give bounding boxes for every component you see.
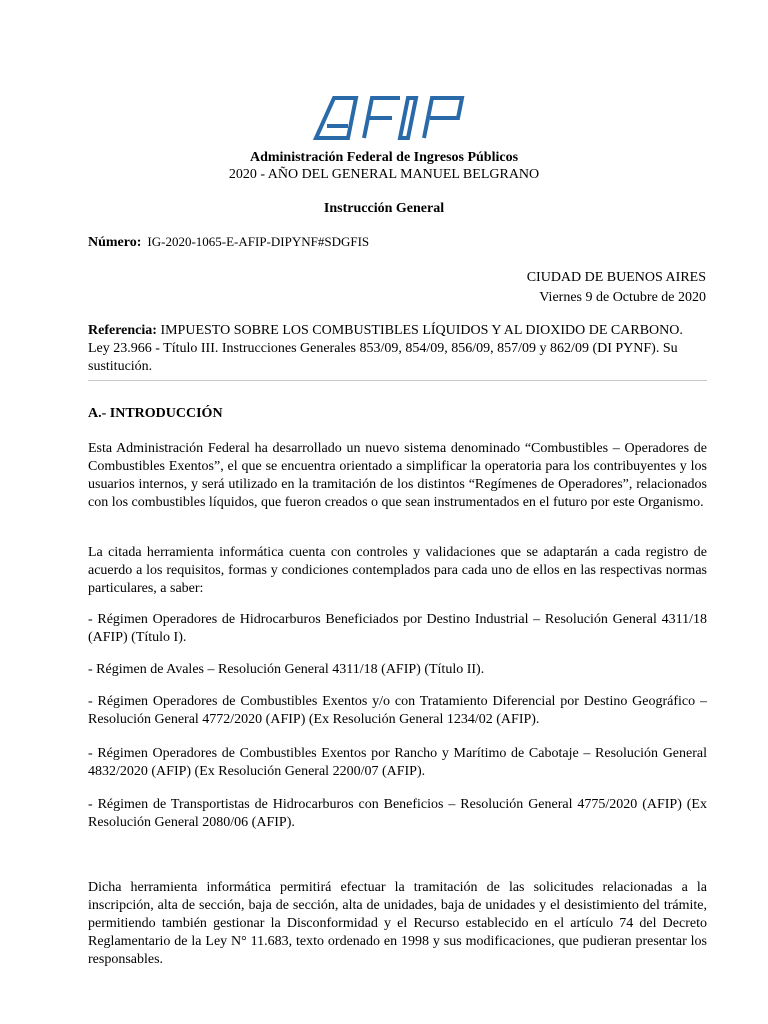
- intro-paragraph-2: La citada herramienta informática cuenta con controles y validaciones que se adaptarán a cada registro de acuerdo a los requisitos, formas y condiciones contemplados para cada uno de ellos en las respectivas normas particulares, a saber:: [88, 545, 707, 596]
- reference-text: IMPUESTO SOBRE LOS COMBUSTIBLES LÍQUIDOS Y AL DIOXIDO DE CARBONO. Ley 23.966 - Título III. Instrucciones Generales 853/09, 854/09, 856/09, 857/09 y 862/09 (DI PYNF). Su sustitución.: [88, 323, 683, 374]
- reference-label: Referencia:: [88, 323, 157, 338]
- date: Viernes 9 de Octubre de 2020: [539, 290, 706, 305]
- regime-item: - Régimen Operadores de Combustibles Exentos por Rancho y Marítimo de Cabotaje – Resolución General 4832/2020 (AFIP) (Ex Resolución General 2200/07 (AFIP).: [88, 746, 707, 779]
- regime-item: - Régimen de Avales – Resolución General 4311/18 (AFIP) (Título II).: [88, 662, 485, 677]
- year-motto: 2020 - AÑO DEL GENERAL MANUEL BELGRANO: [228, 167, 540, 182]
- regime-item: - Régimen Operadores de Hidrocarburos Beneficiados por Destino Industrial – Resolución General 4311/18 (AFIP) (Título I).: [88, 612, 707, 645]
- reference: [88, 322, 688, 376]
- document-type: Instrucción General: [323, 201, 445, 216]
- intro-paragraph-1: Esta Administración Federal ha desarrollado un nuevo sistema denominado “Combustibles – Operadores de Combustibles Exentos”, el que se encuentra orientado a simplificar la operatoria para los contribuyentes y los usuarios internos, y será utilizado en la tramitación de los distintos “Regímenes de Operadores”, relacionados con los combustibles líquidos, que fueron creados o que sean instrumentados en el futuro por este Organismo.: [88, 441, 707, 510]
- number-value: IG-2020-1065-E-AFIP-DIPYNF#SDGFIS: [147, 234, 370, 249]
- place: CIUDAD DE BUENOS AIRES: [526, 270, 706, 285]
- regime-item: - Régimen Operadores de Combustibles Exentos y/o con Tratamiento Diferencial por Destino Geográfico – Resolución General 4772/2020 (AFIP) (Ex Resolución General 1234/02 (AFIP).: [88, 694, 707, 727]
- document-number: [88, 234, 369, 251]
- agency-name: Administración Federal de Ingresos Públicos: [249, 150, 519, 165]
- intro-paragraph-3: Dicha herramienta informática permitirá efectuar la tramitación de las solicitudes relacionadas a la inscripción, alta de sección, baja de sección, alta de unidades, baja de unidades y el desistimiento del trámite, permitiendo también gestionar la Disconformidad y el Recurso establecido en el artículo 74 del Decreto Reglamentario de la Ley N° 11.683, texto ordenado en 1998 y sus modificaciones, que pudieran presentar los responsables.: [88, 880, 707, 967]
- section-title: A.- INTRODUCCIÓN: [88, 406, 223, 421]
- divider: [88, 380, 707, 381]
- afip-logo: [312, 92, 476, 142]
- regime-item: - Régimen de Transportistas de Hidrocarburos con Beneficios – Resolución General 4775/2020 (AFIP) (Ex Resolución General 2080/06 (AFIP).: [88, 797, 707, 830]
- number-label: Número:: [88, 235, 142, 250]
